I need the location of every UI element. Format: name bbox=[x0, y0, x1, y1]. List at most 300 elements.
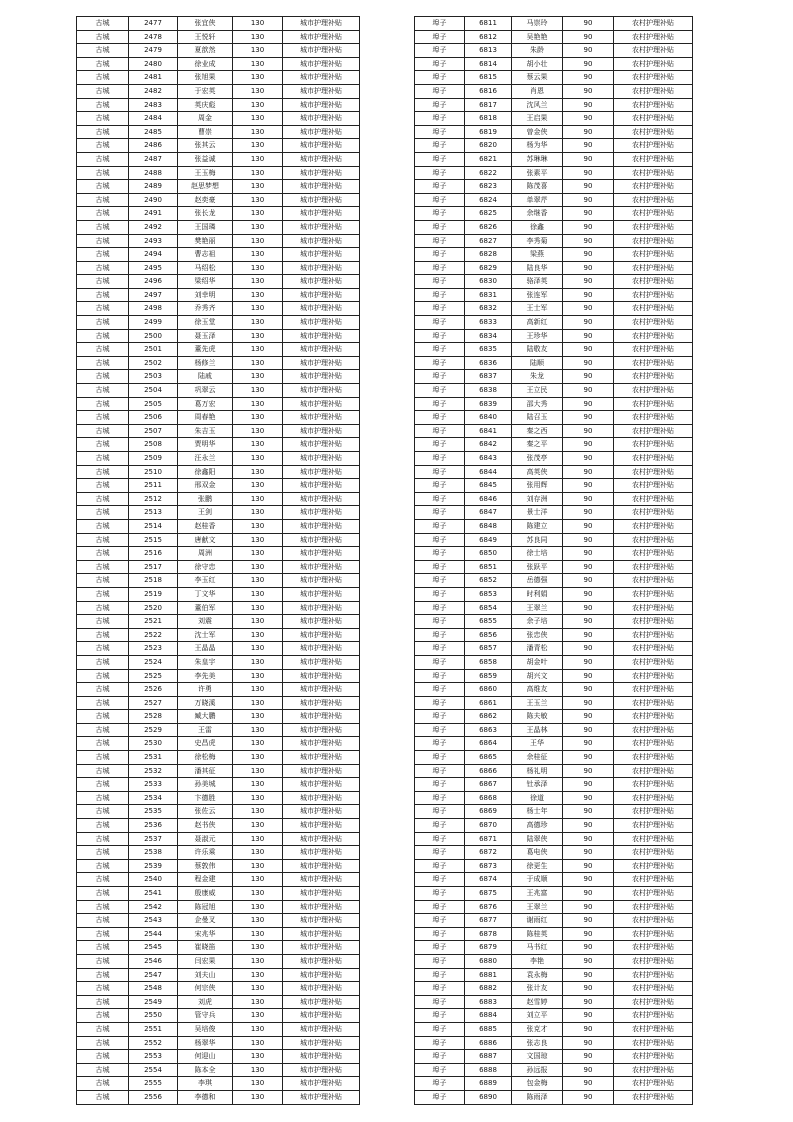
amount-cell: 90 bbox=[563, 84, 614, 98]
name-cell: 孙远报 bbox=[512, 1063, 563, 1077]
subsidy-type-cell: 城市护理补贴 bbox=[283, 44, 360, 58]
amount-cell: 90 bbox=[563, 44, 614, 58]
amount-cell: 130 bbox=[233, 370, 283, 384]
table-row bbox=[77, 84, 360, 98]
serial-cell: 2506 bbox=[129, 411, 178, 425]
amount-cell: 130 bbox=[233, 125, 283, 139]
table-row bbox=[77, 98, 360, 112]
name-cell: 张连军 bbox=[512, 288, 563, 302]
serial-cell: 6863 bbox=[465, 723, 512, 737]
town-cell: 埠子 bbox=[415, 887, 465, 901]
table-row bbox=[77, 574, 360, 588]
subsidy-type-cell: 农村护理补贴 bbox=[614, 859, 693, 873]
town-cell: 埠子 bbox=[415, 411, 465, 425]
town-cell: 古城 bbox=[77, 655, 129, 669]
name-cell: 秦之平 bbox=[512, 438, 563, 452]
town-cell: 埠子 bbox=[415, 302, 465, 316]
town-cell: 埠子 bbox=[415, 873, 465, 887]
name-cell: 徐守忠 bbox=[178, 560, 233, 574]
serial-cell: 6829 bbox=[465, 261, 512, 275]
name-cell: 邢双金 bbox=[178, 479, 233, 493]
name-cell: 企曼叉 bbox=[178, 914, 233, 928]
subsidy-type-cell: 农村护理补贴 bbox=[614, 873, 693, 887]
name-cell: 张宜侠 bbox=[178, 17, 233, 31]
table-row bbox=[415, 710, 693, 724]
serial-cell: 2511 bbox=[129, 479, 178, 493]
amount-cell: 130 bbox=[233, 288, 283, 302]
amount-cell: 90 bbox=[563, 248, 614, 262]
serial-cell: 6886 bbox=[465, 1036, 512, 1050]
table-row bbox=[415, 832, 693, 846]
table-row bbox=[77, 805, 360, 819]
subsidy-type-cell: 城市护理补贴 bbox=[283, 601, 360, 615]
name-cell: 陈雨泽 bbox=[512, 1090, 563, 1104]
serial-cell: 2499 bbox=[129, 316, 178, 330]
amount-cell: 90 bbox=[563, 452, 614, 466]
subsidy-type-cell: 城市护理补贴 bbox=[283, 288, 360, 302]
amount-cell: 90 bbox=[563, 1050, 614, 1064]
subsidy-type-cell: 城市护理补贴 bbox=[283, 778, 360, 792]
amount-cell: 130 bbox=[233, 302, 283, 316]
subsidy-type-cell: 城市护理补贴 bbox=[283, 887, 360, 901]
town-cell: 埠子 bbox=[415, 819, 465, 833]
table-row bbox=[415, 1090, 693, 1104]
name-cell: 周春艳 bbox=[178, 411, 233, 425]
table-row bbox=[415, 954, 693, 968]
town-cell: 古城 bbox=[77, 873, 129, 887]
name-cell: 王士军 bbox=[512, 302, 563, 316]
amount-cell: 130 bbox=[233, 1063, 283, 1077]
table-row bbox=[415, 642, 693, 656]
town-cell: 古城 bbox=[77, 587, 129, 601]
table-row bbox=[415, 628, 693, 642]
amount-cell: 130 bbox=[233, 791, 283, 805]
serial-cell: 2549 bbox=[129, 995, 178, 1009]
subsidy-type-cell: 城市护理补贴 bbox=[283, 275, 360, 289]
serial-cell: 6855 bbox=[465, 615, 512, 629]
serial-cell: 6889 bbox=[465, 1077, 512, 1091]
name-cell: 陈夫敏 bbox=[512, 710, 563, 724]
town-cell: 古城 bbox=[77, 343, 129, 357]
town-cell: 古城 bbox=[77, 791, 129, 805]
town-cell: 埠子 bbox=[415, 846, 465, 860]
amount-cell: 90 bbox=[563, 193, 614, 207]
table-row bbox=[77, 302, 360, 316]
table-row bbox=[415, 737, 693, 751]
town-cell: 古城 bbox=[77, 506, 129, 520]
table-row bbox=[77, 370, 360, 384]
table-row bbox=[415, 180, 693, 194]
name-cell: 高德珍 bbox=[512, 819, 563, 833]
amount-cell: 130 bbox=[233, 424, 283, 438]
subsidy-type-cell: 农村护理补贴 bbox=[614, 642, 693, 656]
table-row bbox=[77, 261, 360, 275]
town-cell: 埠子 bbox=[415, 248, 465, 262]
amount-cell: 90 bbox=[563, 887, 614, 901]
table-row bbox=[77, 547, 360, 561]
table-row bbox=[415, 683, 693, 697]
town-cell: 埠子 bbox=[415, 207, 465, 221]
subsidy-type-cell: 城市护理补贴 bbox=[283, 492, 360, 506]
town-cell: 埠子 bbox=[415, 533, 465, 547]
subsidy-type-cell: 农村护理补贴 bbox=[614, 560, 693, 574]
name-cell: 英庆彪 bbox=[178, 98, 233, 112]
amount-cell: 90 bbox=[563, 642, 614, 656]
serial-cell: 6849 bbox=[465, 533, 512, 547]
town-cell: 古城 bbox=[77, 139, 129, 153]
amount-cell: 130 bbox=[233, 737, 283, 751]
serial-cell: 2502 bbox=[129, 356, 178, 370]
amount-cell: 130 bbox=[233, 1022, 283, 1036]
name-cell: 何宗侠 bbox=[178, 982, 233, 996]
amount-cell: 90 bbox=[563, 465, 614, 479]
town-cell: 古城 bbox=[77, 615, 129, 629]
subsidy-type-cell: 农村护理补贴 bbox=[614, 1063, 693, 1077]
amount-cell: 90 bbox=[563, 832, 614, 846]
amount-cell: 130 bbox=[233, 805, 283, 819]
name-cell: 余子培 bbox=[512, 615, 563, 629]
table-row bbox=[77, 642, 360, 656]
subsidy-type-cell: 农村护理补贴 bbox=[614, 1009, 693, 1023]
amount-cell: 130 bbox=[233, 30, 283, 44]
name-cell: 徐业成 bbox=[178, 57, 233, 71]
serial-cell: 2535 bbox=[129, 805, 178, 819]
serial-cell: 2551 bbox=[129, 1022, 178, 1036]
name-cell: 袁永梅 bbox=[512, 968, 563, 982]
town-cell: 埠子 bbox=[415, 139, 465, 153]
table-row bbox=[415, 941, 693, 955]
amount-cell: 130 bbox=[233, 683, 283, 697]
name-cell: 赵奕豪 bbox=[178, 193, 233, 207]
name-cell: 杨士年 bbox=[512, 805, 563, 819]
serial-cell: 2504 bbox=[129, 384, 178, 398]
serial-cell: 2531 bbox=[129, 751, 178, 765]
amount-cell: 90 bbox=[563, 805, 614, 819]
table-row bbox=[77, 17, 360, 31]
subsidy-type-cell: 城市护理补贴 bbox=[283, 900, 360, 914]
name-cell: 沈风兰 bbox=[512, 98, 563, 112]
town-cell: 埠子 bbox=[415, 44, 465, 58]
amount-cell: 90 bbox=[563, 180, 614, 194]
table-row bbox=[415, 968, 693, 982]
town-cell: 埠子 bbox=[415, 778, 465, 792]
serial-cell: 2526 bbox=[129, 683, 178, 697]
name-cell: 杨翠华 bbox=[178, 1036, 233, 1050]
table-row bbox=[77, 601, 360, 615]
town-cell: 古城 bbox=[77, 44, 129, 58]
table-row bbox=[77, 234, 360, 248]
amount-cell: 90 bbox=[563, 547, 614, 561]
amount-cell: 90 bbox=[563, 696, 614, 710]
amount-cell: 130 bbox=[233, 452, 283, 466]
serial-cell: 2505 bbox=[129, 397, 178, 411]
table-row bbox=[415, 384, 693, 398]
serial-cell: 6857 bbox=[465, 642, 512, 656]
table-row bbox=[77, 1077, 360, 1091]
town-cell: 古城 bbox=[77, 696, 129, 710]
table-row bbox=[415, 791, 693, 805]
table-row bbox=[415, 1009, 693, 1023]
serial-cell: 2513 bbox=[129, 506, 178, 520]
amount-cell: 90 bbox=[563, 914, 614, 928]
table-row bbox=[77, 873, 360, 887]
amount-cell: 130 bbox=[233, 778, 283, 792]
name-cell: 张旭果 bbox=[178, 71, 233, 85]
table-row bbox=[77, 982, 360, 996]
table-row bbox=[77, 112, 360, 126]
subsidy-type-cell: 城市护理补贴 bbox=[283, 1077, 360, 1091]
table-row bbox=[415, 397, 693, 411]
name-cell: 陆翠侠 bbox=[512, 832, 563, 846]
subsidy-type-cell: 城市护理补贴 bbox=[283, 560, 360, 574]
table-row bbox=[77, 533, 360, 547]
amount-cell: 90 bbox=[563, 710, 614, 724]
right-roster-body bbox=[415, 17, 693, 1105]
town-cell: 埠子 bbox=[415, 669, 465, 683]
town-cell: 埠子 bbox=[415, 316, 465, 330]
amount-cell: 90 bbox=[563, 479, 614, 493]
amount-cell: 130 bbox=[233, 152, 283, 166]
serial-cell: 2508 bbox=[129, 438, 178, 452]
subsidy-type-cell: 农村护理补贴 bbox=[614, 424, 693, 438]
name-cell: 万晓溪 bbox=[178, 696, 233, 710]
town-cell: 古城 bbox=[77, 628, 129, 642]
subsidy-type-cell: 城市护理补贴 bbox=[283, 655, 360, 669]
name-cell: 谢雨红 bbox=[512, 914, 563, 928]
table-row bbox=[415, 71, 693, 85]
town-cell: 埠子 bbox=[415, 615, 465, 629]
name-cell: 景士洋 bbox=[512, 506, 563, 520]
subsidy-type-cell: 城市护理补贴 bbox=[283, 846, 360, 860]
town-cell: 古城 bbox=[77, 737, 129, 751]
town-cell: 古城 bbox=[77, 1022, 129, 1036]
serial-cell: 6862 bbox=[465, 710, 512, 724]
amount-cell: 130 bbox=[233, 98, 283, 112]
serial-cell: 6814 bbox=[465, 57, 512, 71]
town-cell: 古城 bbox=[77, 302, 129, 316]
serial-cell: 2544 bbox=[129, 927, 178, 941]
amount-cell: 130 bbox=[233, 859, 283, 873]
town-cell: 埠子 bbox=[415, 587, 465, 601]
name-cell: 王剑 bbox=[178, 506, 233, 520]
name-cell: 贾明华 bbox=[178, 438, 233, 452]
serial-cell: 2533 bbox=[129, 778, 178, 792]
town-cell: 古城 bbox=[77, 723, 129, 737]
amount-cell: 90 bbox=[563, 329, 614, 343]
subsidy-type-cell: 城市护理补贴 bbox=[283, 615, 360, 629]
serial-cell: 2516 bbox=[129, 547, 178, 561]
serial-cell: 2521 bbox=[129, 615, 178, 629]
name-cell: 管守兵 bbox=[178, 1009, 233, 1023]
amount-cell: 130 bbox=[233, 642, 283, 656]
amount-cell: 130 bbox=[233, 220, 283, 234]
amount-cell: 90 bbox=[563, 492, 614, 506]
subsidy-type-cell: 农村护理补贴 bbox=[614, 57, 693, 71]
subsidy-type-cell: 农村护理补贴 bbox=[614, 506, 693, 520]
table-row bbox=[415, 356, 693, 370]
amount-cell: 130 bbox=[233, 492, 283, 506]
subsidy-type-cell: 农村护理补贴 bbox=[614, 44, 693, 58]
town-cell: 埠子 bbox=[415, 805, 465, 819]
table-row bbox=[415, 995, 693, 1009]
table-row bbox=[415, 1077, 693, 1091]
table-row bbox=[77, 166, 360, 180]
subsidy-type-cell: 农村护理补贴 bbox=[614, 737, 693, 751]
serial-cell: 2495 bbox=[129, 261, 178, 275]
amount-cell: 130 bbox=[233, 547, 283, 561]
subsidy-type-cell: 城市护理补贴 bbox=[283, 941, 360, 955]
name-cell: 秦之西 bbox=[512, 424, 563, 438]
subsidy-type-cell: 农村护理补贴 bbox=[614, 1090, 693, 1104]
subsidy-type-cell: 城市护理补贴 bbox=[283, 57, 360, 71]
subsidy-type-cell: 城市护理补贴 bbox=[283, 547, 360, 561]
name-cell: 赵雪婷 bbox=[512, 995, 563, 1009]
table-row bbox=[77, 723, 360, 737]
subsidy-type-cell: 农村护理补贴 bbox=[614, 17, 693, 31]
town-cell: 古城 bbox=[77, 968, 129, 982]
subsidy-type-cell: 城市护理补贴 bbox=[283, 574, 360, 588]
subsidy-type-cell: 农村护理补贴 bbox=[614, 71, 693, 85]
serial-cell: 2523 bbox=[129, 642, 178, 656]
subsidy-type-cell: 城市护理补贴 bbox=[283, 696, 360, 710]
town-cell: 古城 bbox=[77, 424, 129, 438]
name-cell: 李艳 bbox=[512, 954, 563, 968]
town-cell: 古城 bbox=[77, 30, 129, 44]
town-cell: 埠子 bbox=[415, 1009, 465, 1023]
amount-cell: 130 bbox=[233, 506, 283, 520]
subsidy-type-cell: 城市护理补贴 bbox=[283, 1009, 360, 1023]
subsidy-type-cell: 农村护理补贴 bbox=[614, 234, 693, 248]
serial-cell: 2532 bbox=[129, 764, 178, 778]
table-row bbox=[77, 941, 360, 955]
amount-cell: 130 bbox=[233, 941, 283, 955]
amount-cell: 130 bbox=[233, 112, 283, 126]
subsidy-type-cell: 城市护理补贴 bbox=[283, 587, 360, 601]
town-cell: 埠子 bbox=[415, 384, 465, 398]
name-cell: 肖恩 bbox=[512, 84, 563, 98]
serial-cell: 6882 bbox=[465, 982, 512, 996]
subsidy-type-cell: 农村护理补贴 bbox=[614, 832, 693, 846]
town-cell: 埠子 bbox=[415, 370, 465, 384]
table-row bbox=[77, 1009, 360, 1023]
name-cell: 陈建立 bbox=[512, 519, 563, 533]
name-cell: 曹崇 bbox=[178, 125, 233, 139]
town-cell: 古城 bbox=[77, 859, 129, 873]
serial-cell: 6824 bbox=[465, 193, 512, 207]
name-cell: 赵思梦想 bbox=[178, 180, 233, 194]
town-cell: 埠子 bbox=[415, 397, 465, 411]
subsidy-type-cell: 农村护理补贴 bbox=[614, 84, 693, 98]
serial-cell: 2555 bbox=[129, 1077, 178, 1091]
town-cell: 埠子 bbox=[415, 438, 465, 452]
serial-cell: 2491 bbox=[129, 207, 178, 221]
table-row bbox=[77, 954, 360, 968]
name-cell: 王兆富 bbox=[512, 887, 563, 901]
subsidy-type-cell: 农村护理补贴 bbox=[614, 791, 693, 805]
table-row bbox=[77, 791, 360, 805]
town-cell: 古城 bbox=[77, 764, 129, 778]
subsidy-type-cell: 城市护理补贴 bbox=[283, 723, 360, 737]
serial-cell: 2489 bbox=[129, 180, 178, 194]
serial-cell: 6838 bbox=[465, 384, 512, 398]
amount-cell: 90 bbox=[563, 1036, 614, 1050]
name-cell: 周洲 bbox=[178, 547, 233, 561]
table-row bbox=[77, 193, 360, 207]
town-cell: 埠子 bbox=[415, 941, 465, 955]
serial-cell: 6837 bbox=[465, 370, 512, 384]
subsidy-type-cell: 农村护理补贴 bbox=[614, 302, 693, 316]
subsidy-type-cell: 农村护理补贴 bbox=[614, 914, 693, 928]
amount-cell: 90 bbox=[563, 112, 614, 126]
table-row bbox=[415, 152, 693, 166]
subsidy-type-cell: 农村护理补贴 bbox=[614, 98, 693, 112]
amount-cell: 130 bbox=[233, 384, 283, 398]
amount-cell: 90 bbox=[563, 1022, 614, 1036]
subsidy-type-cell: 城市护理补贴 bbox=[283, 71, 360, 85]
subsidy-type-cell: 城市护理补贴 bbox=[283, 248, 360, 262]
serial-cell: 2534 bbox=[129, 791, 178, 805]
serial-cell: 2482 bbox=[129, 84, 178, 98]
serial-cell: 2524 bbox=[129, 655, 178, 669]
serial-cell: 6888 bbox=[465, 1063, 512, 1077]
name-cell: 周金 bbox=[178, 112, 233, 126]
subsidy-type-cell: 城市护理补贴 bbox=[283, 968, 360, 982]
amount-cell: 130 bbox=[233, 819, 283, 833]
town-cell: 古城 bbox=[77, 329, 129, 343]
serial-cell: 6883 bbox=[465, 995, 512, 1009]
table-row bbox=[415, 329, 693, 343]
serial-cell: 6850 bbox=[465, 547, 512, 561]
subsidy-type-cell: 城市护理补贴 bbox=[283, 710, 360, 724]
subsidy-type-cell: 农村护理补贴 bbox=[614, 343, 693, 357]
table-row bbox=[77, 887, 360, 901]
subsidy-type-cell: 城市护理补贴 bbox=[283, 479, 360, 493]
town-cell: 埠子 bbox=[415, 193, 465, 207]
name-cell: 葛电侠 bbox=[512, 846, 563, 860]
amount-cell: 90 bbox=[563, 791, 614, 805]
amount-cell: 130 bbox=[233, 356, 283, 370]
table-row bbox=[77, 465, 360, 479]
town-cell: 古城 bbox=[77, 180, 129, 194]
name-cell: 史昌虎 bbox=[178, 737, 233, 751]
amount-cell: 90 bbox=[563, 261, 614, 275]
serial-cell: 2553 bbox=[129, 1050, 178, 1064]
table-row bbox=[415, 778, 693, 792]
serial-cell: 6830 bbox=[465, 275, 512, 289]
serial-cell: 6868 bbox=[465, 791, 512, 805]
amount-cell: 90 bbox=[563, 723, 614, 737]
amount-cell: 130 bbox=[233, 207, 283, 221]
table-row bbox=[77, 1063, 360, 1077]
table-row bbox=[415, 1022, 693, 1036]
serial-cell: 2518 bbox=[129, 574, 178, 588]
subsidy-type-cell: 农村护理补贴 bbox=[614, 628, 693, 642]
town-cell: 古城 bbox=[77, 1036, 129, 1050]
amount-cell: 90 bbox=[563, 356, 614, 370]
serial-cell: 6845 bbox=[465, 479, 512, 493]
name-cell: 杨修兰 bbox=[178, 356, 233, 370]
name-cell: 杨礼明 bbox=[512, 764, 563, 778]
table-row bbox=[415, 207, 693, 221]
name-cell: 王玉兰 bbox=[512, 696, 563, 710]
name-cell: 董先虎 bbox=[178, 343, 233, 357]
subsidy-type-cell: 农村护理补贴 bbox=[614, 900, 693, 914]
town-cell: 古城 bbox=[77, 832, 129, 846]
amount-cell: 130 bbox=[233, 180, 283, 194]
town-cell: 埠子 bbox=[415, 560, 465, 574]
amount-cell: 90 bbox=[563, 316, 614, 330]
amount-cell: 90 bbox=[563, 17, 614, 31]
